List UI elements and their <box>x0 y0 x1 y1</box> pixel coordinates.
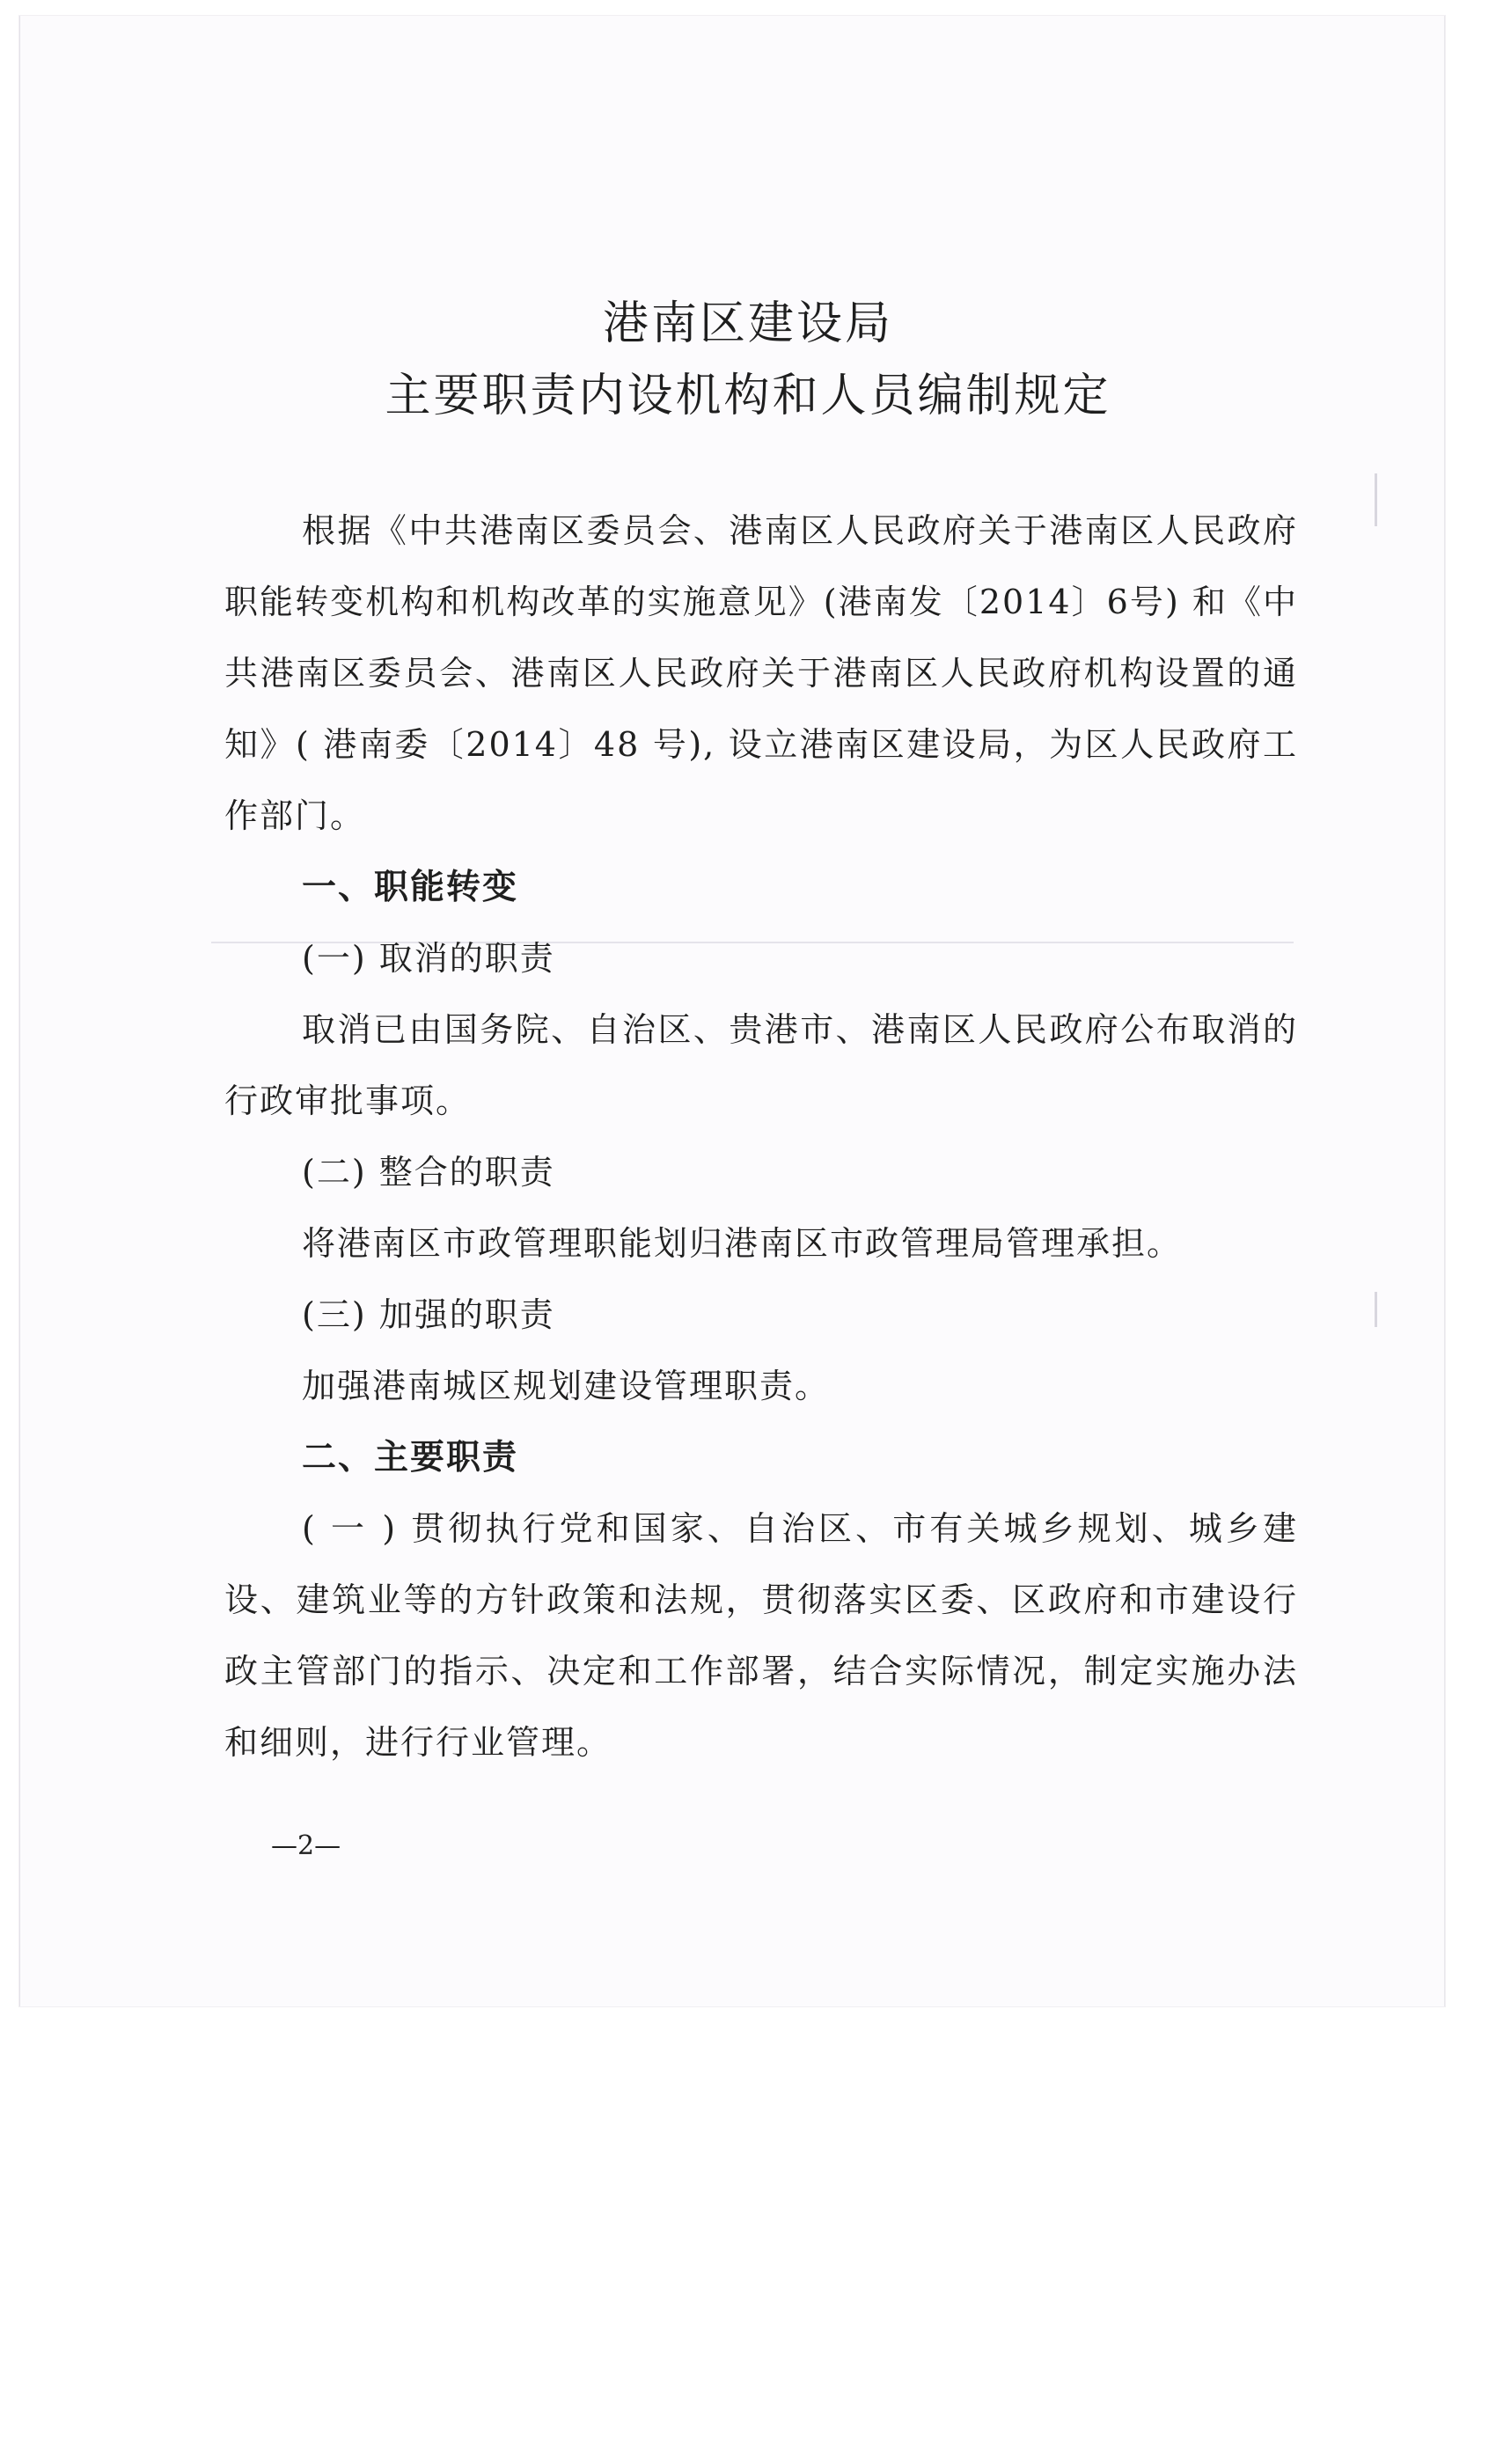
intro-paragraph: 根据《中共港南区委员会、港南区人民政府关于港南区人民政府职能转变机构和机构改革的实施意见》(港南发〔2014〕6号) 和《中共港南区委员会、港南区人民政府关于港南区人民政府机构设置的通知》( 港南委〔2014〕48 号), 设立港南区建设局，为区人民政府工作部门。 <box>224 511 1298 835</box>
page-edge-mark <box>1375 1292 1377 1327</box>
subsection-text-1: 取消已由国务院、自治区、贵港市、港南区人民政府公布取消的行政审批事项。 <box>224 1010 1298 1120</box>
duty-item-1: ( 一 ) 贯彻执行党和国家、自治区、市有关城乡规划、城乡建设、建筑业等的方针政策和法规，贯彻落实区委、区政府和市建设行政主管部门的指示、决定和工作部署，结合实际情况，制定实施办法和细则，进行行业管理。 <box>224 1509 1298 1762</box>
subsection-title-3: (三) 加强的职责 <box>302 1295 555 1334</box>
page-edge-mark <box>1375 473 1377 526</box>
section-heading-1: 一、职能转变 <box>302 868 519 907</box>
document-body <box>224 495 1298 1778</box>
subsection-title-1: (一) 取消的职责 <box>302 939 555 978</box>
subsection-text-3: 加强港南城区规划建设管理职责。 <box>302 1367 831 1405</box>
page-number: —2— <box>271 1830 341 1861</box>
subsection-text-2: 将港南区市政管理职能划归港南区市政管理局管理承担。 <box>302 1224 1183 1263</box>
section-heading-2: 二、主要职责 <box>302 1438 519 1478</box>
document-title-line-1: 港南区建设局 <box>602 297 893 350</box>
document-title-line-2: 主要职责内设机构和人员编制规定 <box>385 370 1111 422</box>
subsection-title-2: (二) 整合的职责 <box>302 1153 555 1192</box>
